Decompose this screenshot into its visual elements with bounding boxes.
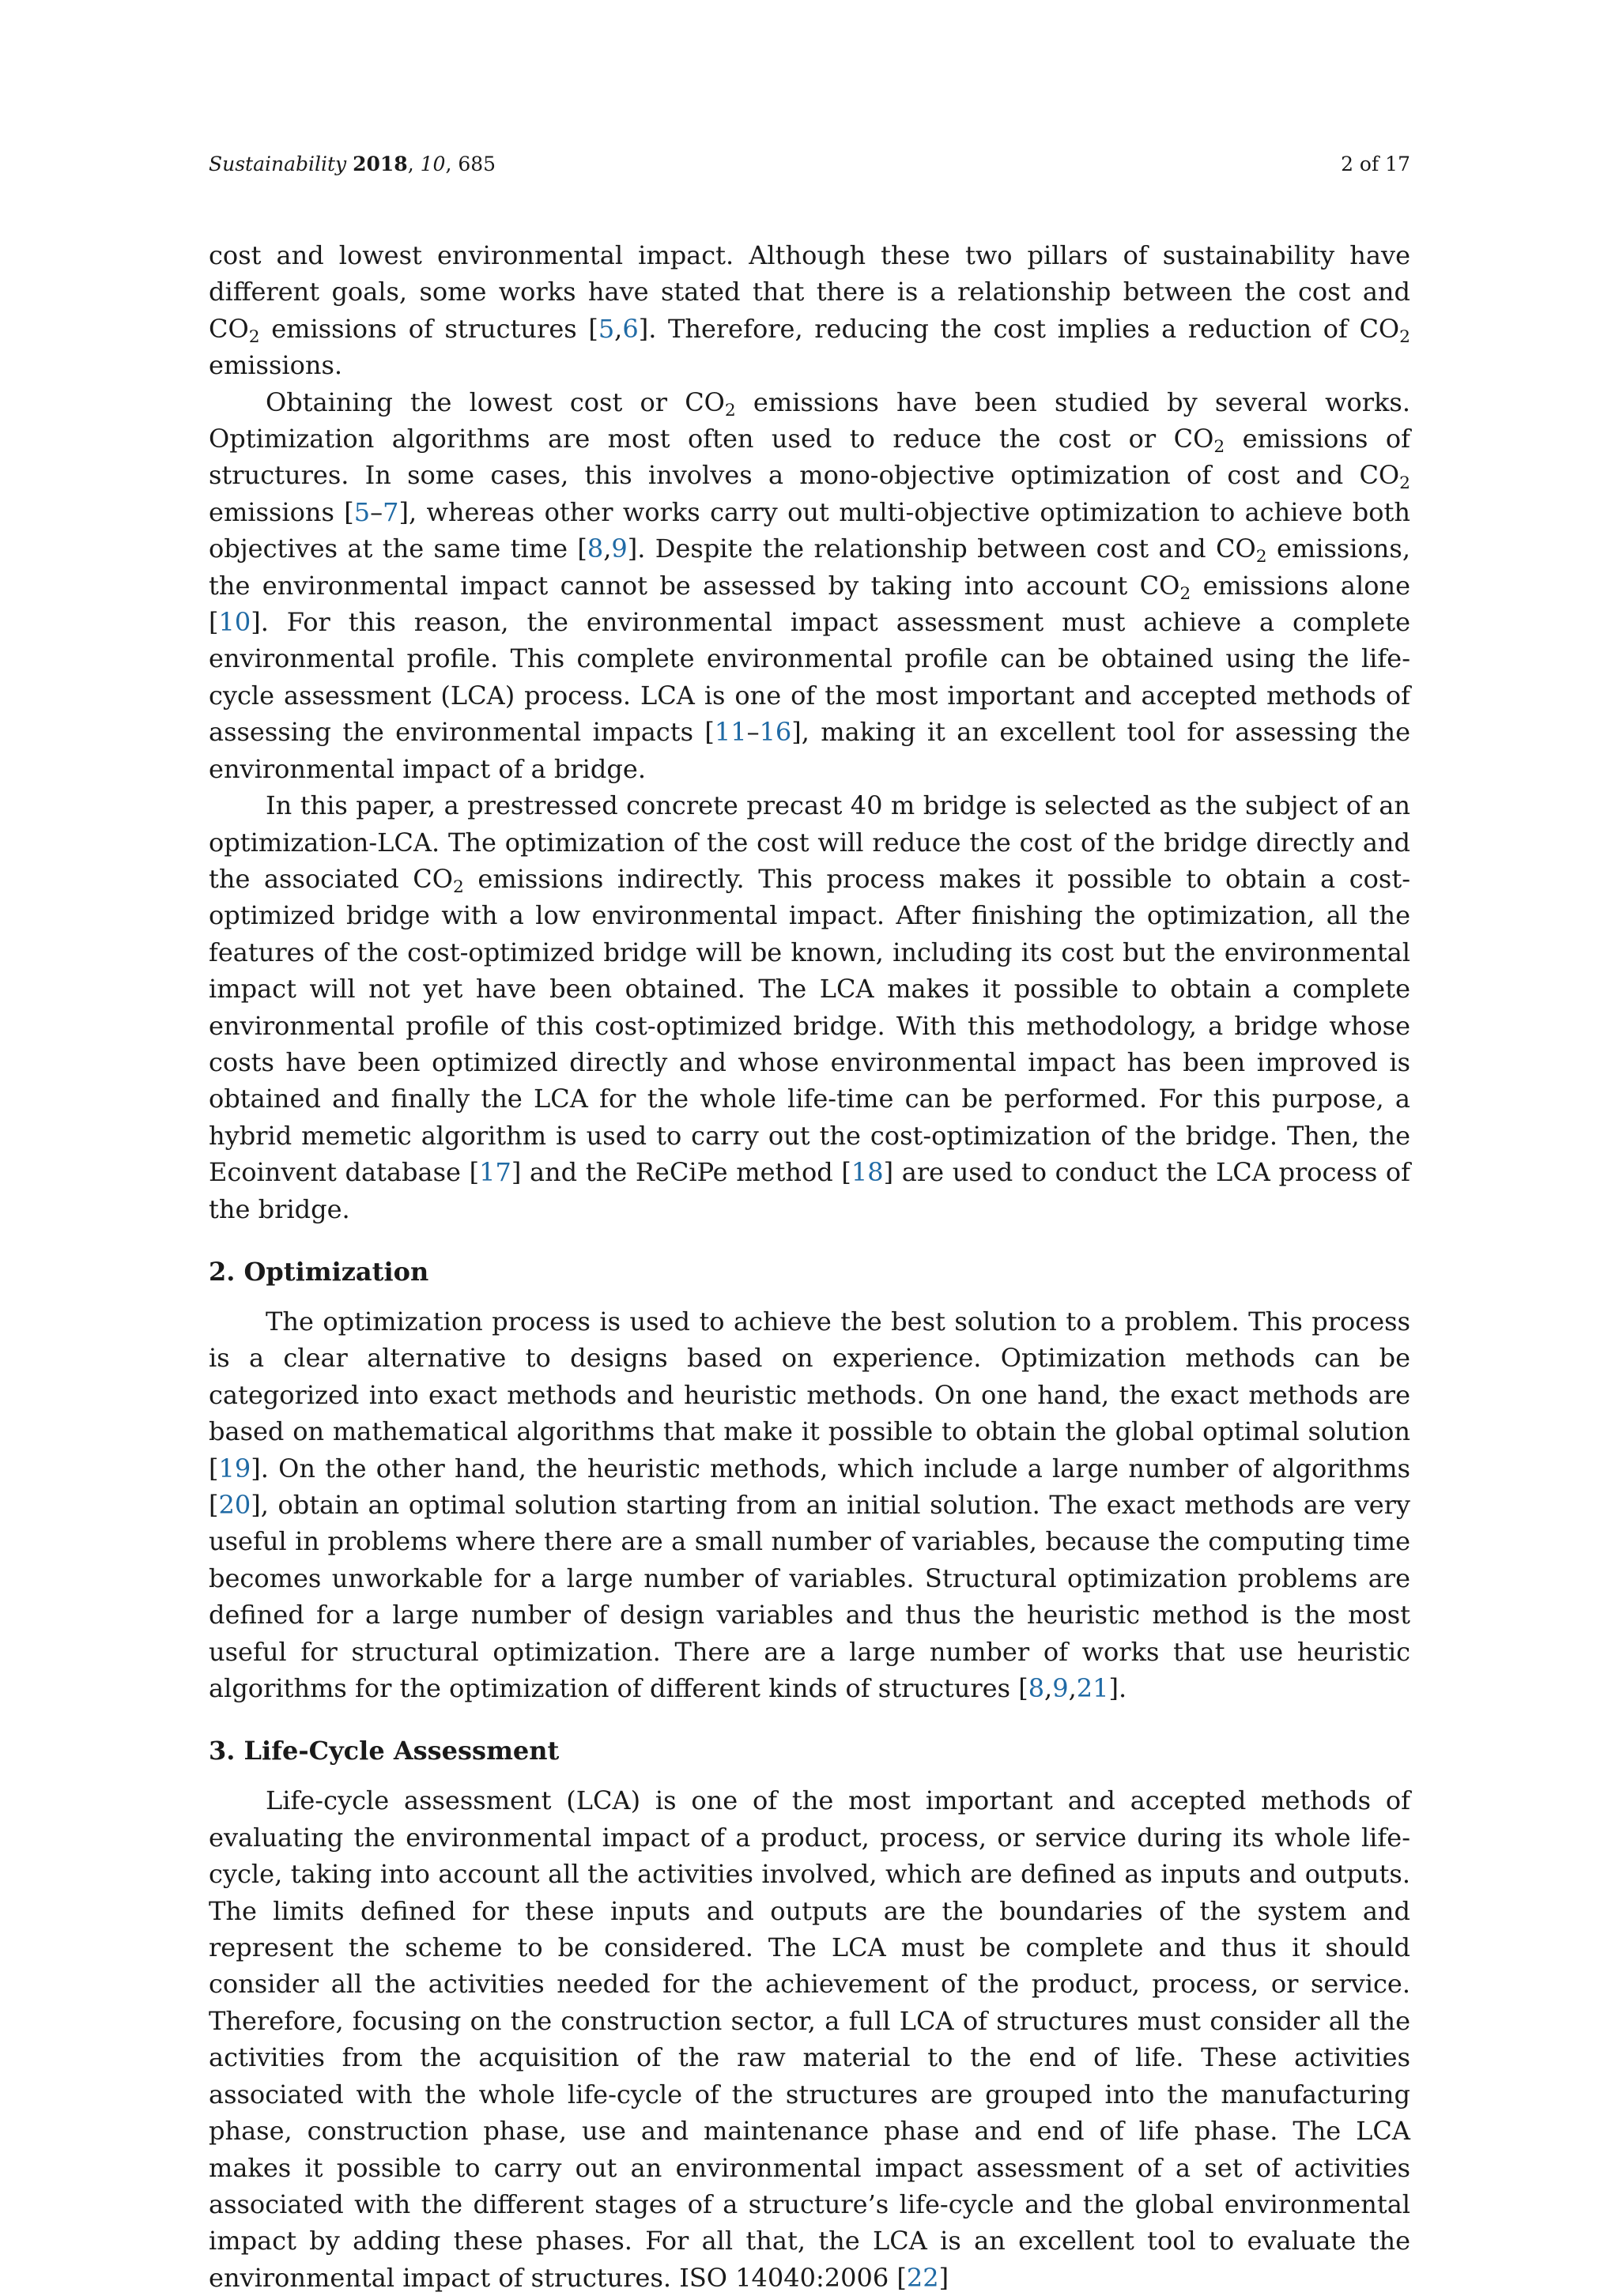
subscript: 2 — [1399, 473, 1410, 494]
subscript: 2 — [248, 326, 260, 347]
body-paragraph: In this paper, a prestressed concrete precast 40 m bridge is selected as the subject of an optimization-LCA. The optimization of the cost will reduce the cost of the bridge directly and the associated $CO_2$ emissions indirectly. This process makes it possible to obtain a cost-optimized bridge with a low environmental impact. After finishing the optimization, all the features of the cost-optimized bridge will be known, including its cost but the environmental impact will not yet have been obtained. The LCA makes it possible to obtain a complete environmental profile of this cost-optimized bridge. With this methodology, a bridge whose costs have been optimized directly and whose environmental impact has been improved is obtained and finally the LCA for the whole life-time can be performed. For this purpose, a hybrid memetic algorithm is used to carry out the cost-optimization of the bridge. Then, the Ecoinvent database [17] and the ReCiPe method [18] are used to conduct the LCA process of the bridge. — [209, 790, 1411, 1224]
citation-link[interactable]: 16 — [759, 717, 792, 748]
citation-link[interactable]: 7 — [383, 496, 399, 527]
subscript: 2 — [452, 877, 464, 897]
running-header — [209, 152, 1410, 177]
subscript: 2 — [1399, 326, 1411, 347]
citation-link[interactable]: 8 — [587, 533, 604, 564]
article-number: 685 — [458, 153, 496, 175]
citation-link[interactable]: 11 — [714, 717, 747, 748]
citation-link[interactable]: 5 — [353, 496, 371, 527]
citation-link[interactable]: 21 — [1076, 1673, 1109, 1704]
section-heading-optimization: 2. Optimization — [209, 1256, 429, 1287]
article-body — [209, 237, 1410, 2296]
introduction-continued — [209, 237, 1410, 1227]
subscript: 2 — [1255, 547, 1267, 567]
volume: 10 — [420, 153, 446, 175]
citation-link[interactable]: 22 — [906, 2262, 939, 2293]
body-paragraph: Obtaining the lowest cost or $CO_2$ emissions have been studied by several works. Optimization algorithms are most often used to reduce the cost or $CO_2$ emissions of structures. In some cases, this involves a mono-objective optimization of cost and $CO_2$ emissions [5–7], whereas other works carry out multi-objective optimization to achieve both objectives at the same time [8,9]. Despite the relationship between cost and $CO_2$ emissions, the environmental impact cannot be assessed by taking into account $CO_2$ emissions alone [10]. For this reason, the environmental impact assessment must achieve a complete environmental profile. This complete environmental profile can be obtained using the life-cycle assessment (LCA) process. LCA is one of the most important and accepted methods of assessing the environmental impacts [11–16], making it an excellent tool for assessing the environmental impact of a bridge. — [209, 386, 1411, 784]
citation-link[interactable]: 6 — [622, 313, 639, 344]
citation-link[interactable]: 9 — [611, 533, 628, 564]
citation-link[interactable]: 20 — [218, 1490, 251, 1520]
citation-link[interactable]: 8 — [1028, 1673, 1045, 1704]
citation-line: Sustainability 2018, 10, 685 — [209, 153, 496, 175]
citation-link[interactable]: 9 — [1052, 1673, 1069, 1704]
subscript: 2 — [724, 400, 736, 420]
section-heading-lca: 3. Life-Cycle Assessment — [209, 1736, 560, 1766]
subscript: 2 — [1179, 583, 1191, 604]
citation-link[interactable]: 5 — [598, 313, 615, 344]
citation-link[interactable]: 10 — [218, 607, 251, 638]
optimization-paragraph: The optimization process is used to achieve the best solution to a problem. This process is a clear alternative to designs based on experience. Optimization methods can be categorized into exact methods and heuristic methods. On one hand, the exact methods are based on mathematical algorithms that make it possible to obtain the global optimal solution [19]. On the other hand, the heuristic methods, which include a large number of algorithms [20], obtain an optimal solution starting from an initial solution. The exact methods are very useful in problems where there are a small number of variables, because the computing time becomes unworkable for a large number of variables. Structural optimization problems are defined for a large number of design variables and thus the heuristic method is the most useful for structural optimization. There are a large number of works that use heuristic algorithms for the optimization of different kinds of structures [8,9,21]. — [209, 1306, 1410, 1704]
page-number: 2 of 17 — [1341, 153, 1410, 175]
year: 2018 — [353, 153, 408, 175]
lca-paragraph: Life-cycle assessment (LCA) is one of the most important and accepted methods of evaluating the environmental impact of a product, process, or service during its whole life-cycle, taking into account all the activities involved, which are defined as inputs and outputs. The limits defined for these inputs and outputs are the boundaries of the system and represent the scheme to be considered. The LCA must be complete and thus it should consider all the activities needed for the achievement of the product, process, or service. Therefore, focusing on the construction sector, a full LCA of structures must consider all the activities from the acquisition of the raw material to the end of life. These activities associated with the whole life-cycle of the structures are grouped into the manufacturing phase, construction phase, use and maintenance phase and end of life phase. The LCA makes it possible to carry out an environmental impact assessment of a set of activities associated with the different stages of a structure’s life-cycle and the global environmental impact by adding these phases. For all that, the LCA is an excellent tool to evaluate the environmental impact of structures. ISO 14040:2006 [22] — [209, 1785, 1410, 2293]
body-paragraph: cost and lowest environmental impact. Although these two pillars of sustainability have different goals, some works have stated that there is a relationship between the cost and $CO_2$ emissions of structures [5,6]. Therefore, reducing the cost implies a reduction of $CO_2$ emissions. — [209, 240, 1411, 381]
journal-name: Sustainability — [209, 153, 347, 175]
citation-link[interactable]: 17 — [479, 1157, 511, 1188]
citation-link[interactable]: 19 — [218, 1453, 251, 1484]
citation-link[interactable]: 18 — [851, 1157, 884, 1188]
subscript: 2 — [1213, 437, 1225, 458]
